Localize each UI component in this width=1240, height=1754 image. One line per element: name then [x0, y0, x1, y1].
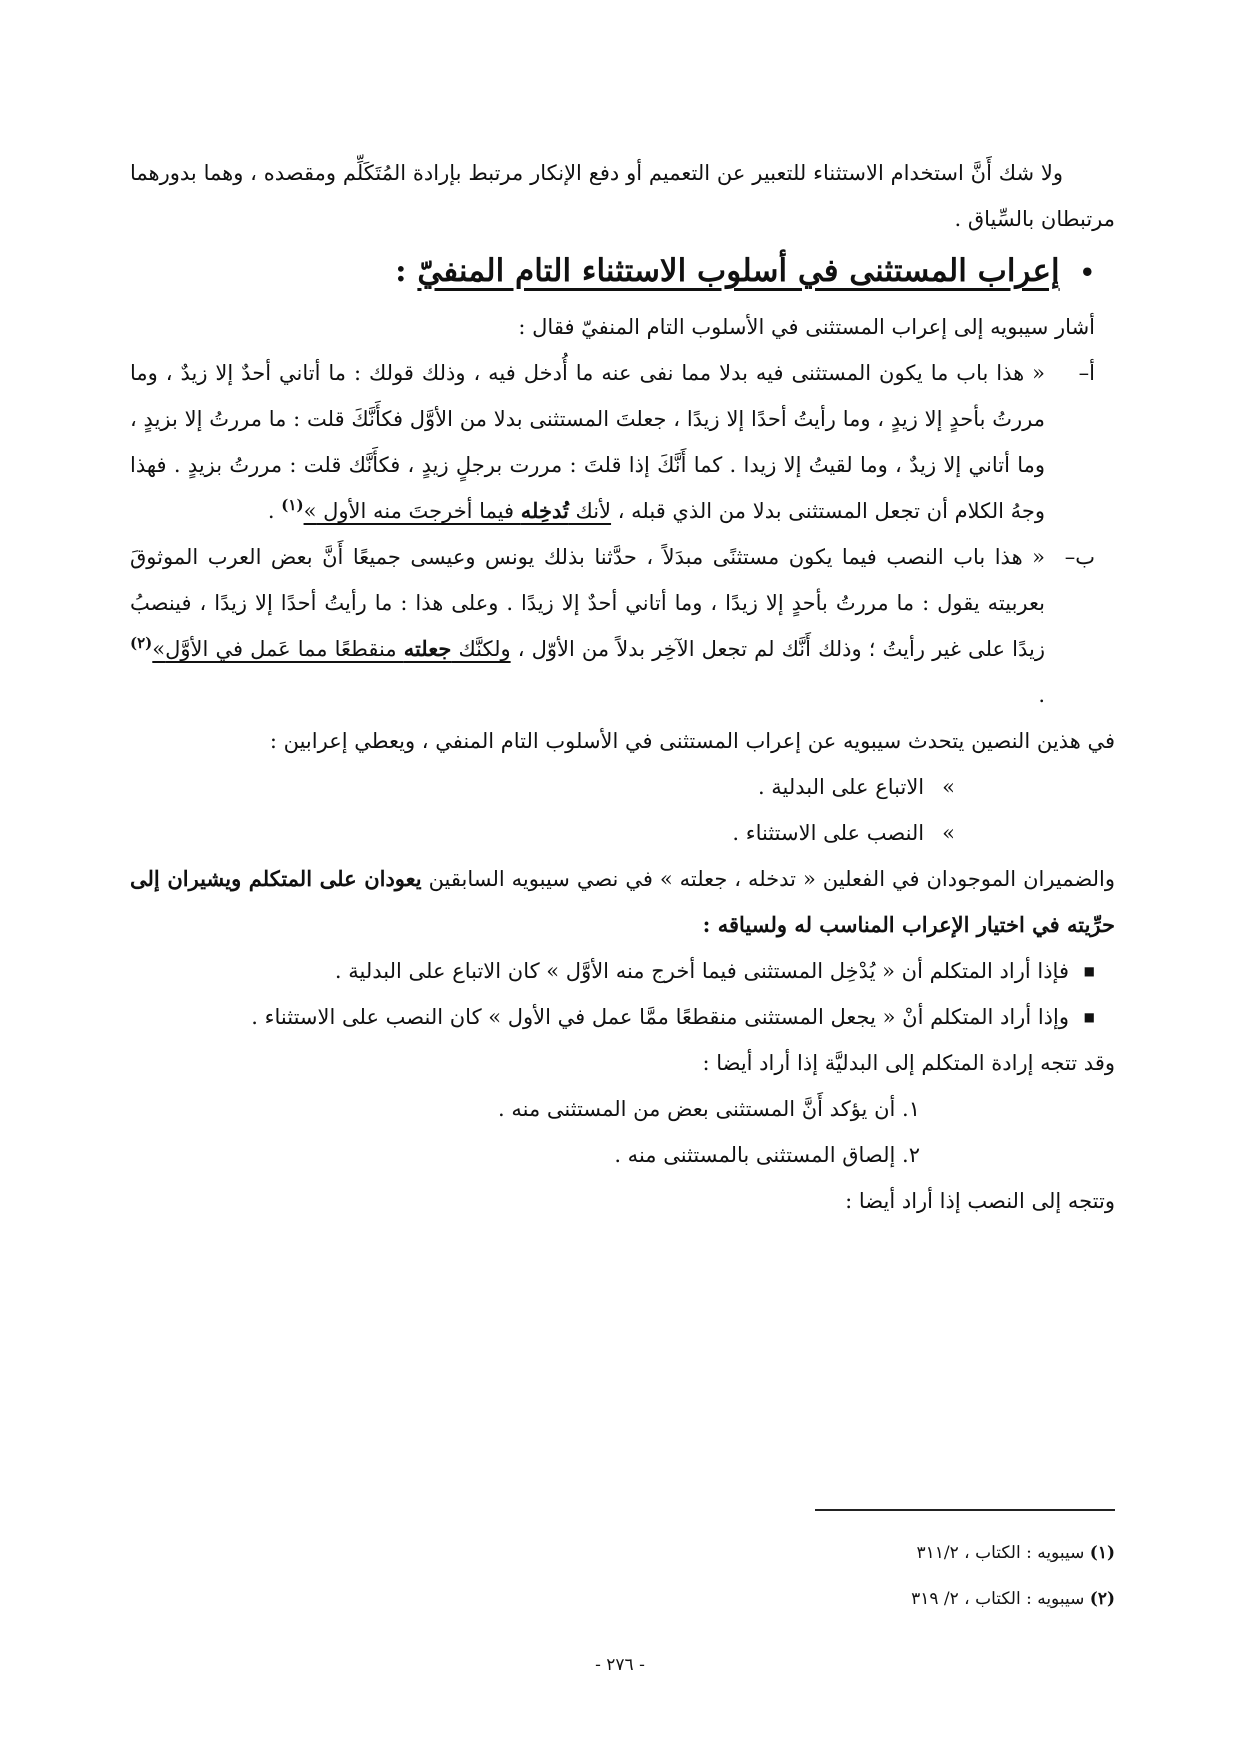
quote-b-end: . — [1038, 683, 1045, 707]
square-item-1 — [130, 948, 1115, 994]
numbered-item-2-text: إلصاق المستثنى بالمستثنى منه . — [614, 1143, 896, 1167]
sub-bullet-1 — [130, 764, 1115, 810]
quote-b-marker: ب– — [1064, 545, 1095, 569]
square-bullet-icon: ■ — [1083, 964, 1095, 978]
pronouns-paragraph — [130, 856, 1115, 948]
numbered-item-2 — [130, 1132, 1115, 1178]
pronouns-paragraph-bold: يعودان على المتكلم ويشيران إلى حرِّيته في اختيار الإعراب المناسب له ولسياقه : — [130, 866, 1115, 937]
footnote-1-text: سيبويه : الكتاب ، ٣١١/٢ — [916, 1543, 1090, 1563]
quote-a-underlined-part2: فيما أخرجتَ منه الأول — [316, 499, 521, 523]
section-heading-text: إعراب المستثنى في أسلوب الاستثناء التام المنفيّ — [417, 253, 1060, 289]
numbered-item-2-marker: ٢. — [902, 1143, 920, 1167]
quote-b-underlined-bold: جعلته — [403, 636, 452, 661]
quote-b-close-quote: » — [152, 637, 166, 661]
sibawayh-intro: أشار سيبويه إلى إعراب المستثنى في الأسلوب التام المنفيّ فقال : — [518, 315, 1095, 339]
guillemet-icon: » — [942, 821, 955, 845]
quote-b-body — [130, 534, 1045, 718]
footnote-2 — [415, 1576, 1115, 1622]
quote-a-body — [130, 350, 1045, 534]
square-item-1-text: فإذا أراد المتكلم أن « يُدْخِل المستثنى فيما أخرج منه الأوَّل » كان الاتباع على البدلية . — [334, 959, 1069, 983]
quote-a-text: « هذا باب ما يكون المستثنى فيه بدلا مما نفى عنه ما أُدخل فيه ، وذلك قولك : ما أتاني أحدٌ إلا زيدٌ ، وما مررتُ بأحدٍ إلا زيدٍ ، وما رأيتُ أحدًا إلا زيدًا ، جعلتَ المستثنى بدلا من الأوَّل فكأَنَّكَ قلت : ما مررتُ إلا بزيدٍ ، وما أتاني إلا زيدٌ ، وما لقيتُ إلا زيدا . كما أَنَّكَ إذا قلتَ : مررت برجلٍ زيدٍ ، فكأَنَّك قلت : مررتُ بزيدٍ . فهذا وجهُ الكلام أن تجعل المستثنى بدلا من الذي قبله ، — [130, 361, 1045, 523]
quote-a-end: . — [267, 499, 282, 523]
quote-a-underlined-bold: تُدخِله — [520, 498, 569, 523]
square-item-2-text: وإذا أراد المتكلم أنْ « يجعل المستثنى منقطعًا ممَّا عمل في الأول » كان النصب على الاستثناء . — [251, 1005, 1069, 1029]
pronouns-paragraph-text: والضميران الموجودان في الفعلين « تدخله ، جعلته » في نصي سيبويه السابقين — [421, 867, 1115, 891]
page-number: - ٢٧٦ - — [595, 1655, 645, 1675]
badaliyya-paragraph: وقد تتجه إرادة المتكلم إلى البدليَّة إذا أراد أيضا : — [702, 1051, 1115, 1075]
footnote-ref-2: (٢) — [130, 634, 153, 652]
footnote-divider — [815, 1509, 1115, 1511]
quote-a-close-quote: » — [303, 499, 317, 523]
square-item-2 — [130, 994, 1115, 1040]
intro-paragraph: ولا شك أَنَّ استخدام الاستثناء للتعبير عن التعميم أو دفع الإنكار مرتبط بإرادة المُتَكَلِّم ومقصده ، وهما بدورهما مرتبطان بالسِّياق . — [130, 161, 1115, 231]
sub-bullet-2 — [130, 810, 1115, 856]
quote-b-underlined — [152, 637, 510, 661]
footnote-1 — [415, 1530, 1115, 1576]
quote-a-underlined-part1: لأنك — [568, 499, 612, 523]
quote-b-underlined-part2: منقطعًا مما عَمل في الأوَّل — [165, 637, 404, 661]
quote-a-marker: أ– — [1078, 361, 1095, 385]
guillemet-icon: » — [942, 775, 955, 799]
section-heading — [130, 244, 1115, 300]
sub-bullet-1-text: الاتباع على البدلية . — [757, 775, 925, 799]
sub-bullet-2-text: النصب على الاستثناء . — [732, 821, 925, 845]
footnotes — [415, 1530, 1115, 1622]
square-bullet-icon: ■ — [1083, 1010, 1095, 1024]
numbered-item-1 — [130, 1086, 1115, 1132]
quote-a — [130, 350, 1115, 534]
numbered-item-1-marker: ١. — [902, 1097, 920, 1121]
numbered-item-1-text: أن يؤكد أَنَّ المستثنى بعض من المستثنى منه . — [498, 1097, 896, 1121]
two-texts-paragraph: في هذين النصين يتحدث سيبويه عن إعراب المستثنى في الأسلوب التام المنفي ، ويعطي إعرابين : — [269, 729, 1115, 753]
section-heading-colon: : — [395, 253, 418, 289]
main-text-column — [130, 150, 1115, 1224]
footnote-1-number: (١) — [1089, 1543, 1115, 1563]
footnote-ref-1: (١) — [281, 496, 304, 514]
quote-b-text: « هذا باب النصب فيما يكون مستثنًى مبدَلاً ، حدَّثنا بذلك يونس وعيسى جميعًا أَنَّ بعض العرب الموثوقَ بعربيته يقول : ما مررتُ بأحدٍ إلا زيدًا ، وما أتاني أحدٌ إلا زيدًا . وعلى هذا : ما رأيتُ أحدًا إلا زيدًا ، فينصبُ زيدًا على غير رأيتُ ؛ وذلك أَنَّك لم تجعل الآخِر بدلاً من الأوّل ، — [130, 545, 1045, 661]
quote-b-underlined-part1: ولكنَّك — [451, 637, 511, 661]
quote-b — [130, 534, 1115, 718]
nasb-paragraph: وتتجه إلى النصب إذا أراد أيضا : — [845, 1189, 1115, 1213]
footnote-2-text: سيبويه : الكتاب ، ٢/ ٣١٩ — [911, 1589, 1090, 1609]
footnote-2-number: (٢) — [1089, 1589, 1115, 1609]
bullet-icon: • — [1079, 258, 1095, 287]
quote-a-underlined — [304, 499, 611, 523]
